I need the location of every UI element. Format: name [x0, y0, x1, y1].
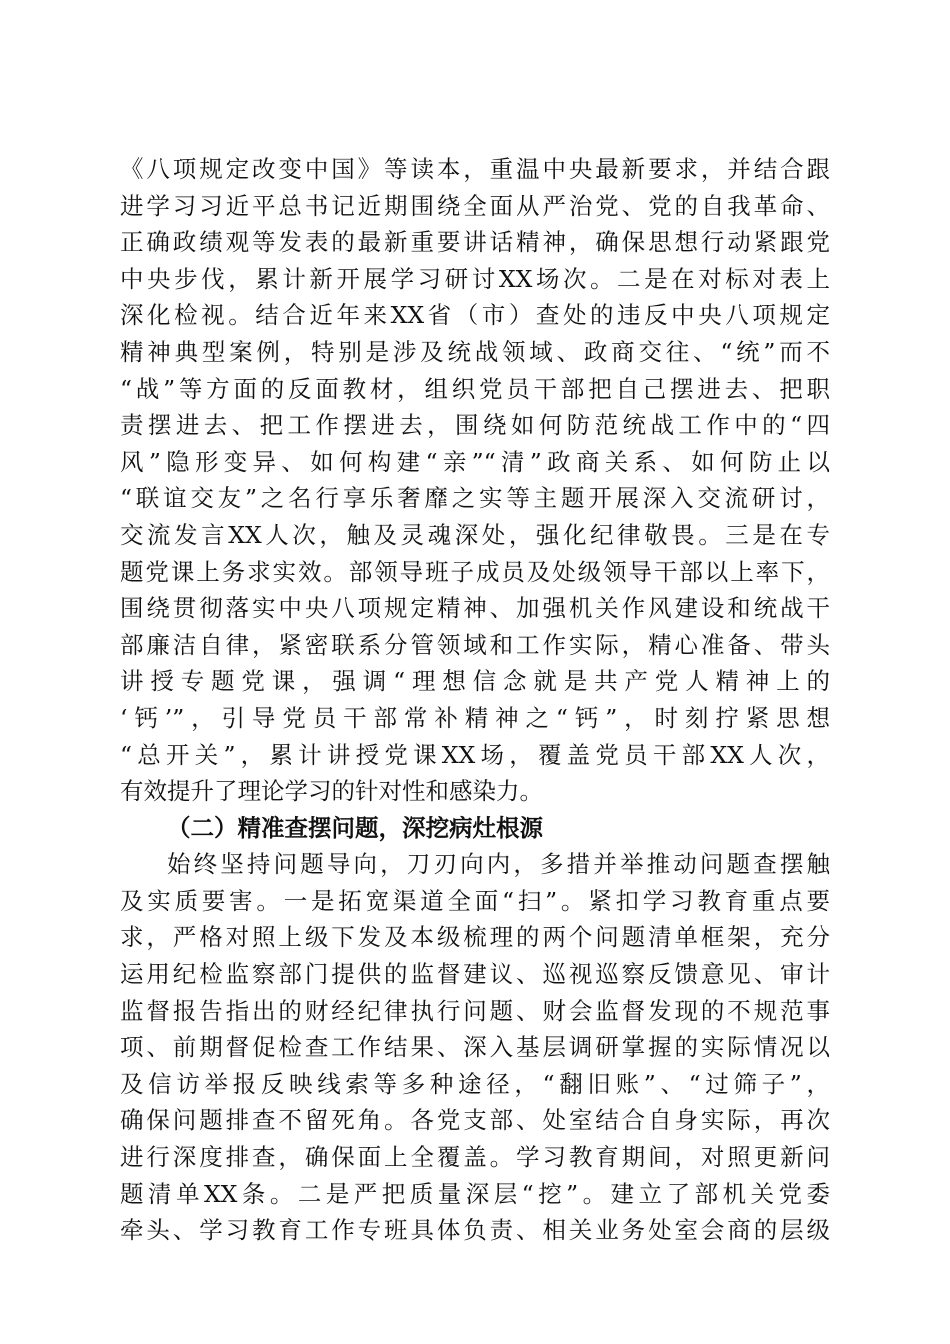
- text-line: 中央步伐，累计新开展学习研讨XX场次。二是在对标对表上: [120, 264, 830, 293]
- text-line: 《八项规定改变中国》等读本，重温中央最新要求，并结合跟: [120, 155, 830, 183]
- text-line: 运用纪检监察部门提供的监督建议、巡视巡察反馈意见、审计: [120, 960, 830, 989]
- text-line: 及实质要害。一是拓宽渠道全面“扫”。紧扣学习教育重点要: [120, 886, 830, 915]
- section-heading: （二）精准查摆问题，深挖病灶根源: [167, 813, 543, 842]
- text-line: “战”等方面的反面教材，组织党员干部把自己摆进去、把职: [120, 374, 830, 403]
- text-line: 项、前期督促检查工作结果、深入基层调研掌握的实际情况以: [120, 1033, 830, 1062]
- text-line: 及信访举报反映线索等多种途径，“翻旧账”、“过筛子”，: [120, 1069, 830, 1098]
- text-line: 进学习习近平总书记近期围绕全面从严治党、党的自我革命、: [120, 191, 830, 220]
- text-line: 确保问题排查不留死角。各党支部、处室结合自身实际，再次: [120, 1106, 830, 1135]
- text-line: “联谊交友”之名行享乐奢靡之实等主题开展深入交流研讨，: [120, 484, 830, 513]
- text-line: 责摆进去、把工作摆进去，围绕如何防范统战工作中的“四: [120, 411, 830, 440]
- text-line: 有效提升了理论学习的针对性和感染力。: [120, 777, 543, 806]
- text-line: 监督报告指出的财经纪律执行问题、财会监督发现的不规范事: [120, 996, 830, 1025]
- text-line: 进行深度排查，确保面上全覆盖。学习教育期间，对照更新问: [120, 1143, 830, 1172]
- text-line: 牵头、学习教育工作专班具体负责、相关业务处室会商的层级: [120, 1216, 830, 1245]
- text-line: 讲授专题党课，强调“理想信念就是共产党人精神上的: [120, 667, 830, 696]
- text-line: 题党课上务求实效。部领导班子成员及处级领导干部以上率下，: [120, 557, 830, 586]
- text-line: 精神典型案例，特别是涉及统战领域、政商交往、“统”而不: [120, 337, 830, 366]
- text-line: 求，严格对照上级下发及本级梳理的两个问题清单框架，充分: [120, 923, 830, 952]
- body-text: [120, 151, 830, 1249]
- text-line: 题清单XX条。二是严把质量深层“挖”。建立了部机关党委: [120, 1179, 830, 1208]
- text-line: 部廉洁自律，紧密联系分管领域和工作实际，精心准备、带头: [120, 630, 830, 659]
- text-line: 深化检视。结合近年来XX省（市）查处的违反中央八项规定: [120, 301, 830, 330]
- text-line: “总开关”，累计讲授党课XX场，覆盖党员干部XX人次，: [120, 740, 830, 769]
- paragraph-first-line: 始终坚持问题导向，刀刃向内，多措并举推动问题查摆触: [167, 850, 830, 879]
- text-line: 正确政绩观等发表的最新重要讲话精神，确保思想行动紧跟党: [120, 228, 830, 257]
- text-line: 围绕贯彻落实中央八项规定精神、加强机关作风建设和统战干: [120, 594, 830, 623]
- text-line: 风”隐形变异、如何构建“亲”“清”政商关系、如何防止以: [120, 447, 830, 476]
- text-line: 交流发言XX人次，触及灵魂深处，强化纪律敬畏。三是在专: [120, 520, 830, 549]
- text-line: ‘钙’”，引导党员干部常补精神之“钙”，时刻拧紧思想: [120, 703, 830, 732]
